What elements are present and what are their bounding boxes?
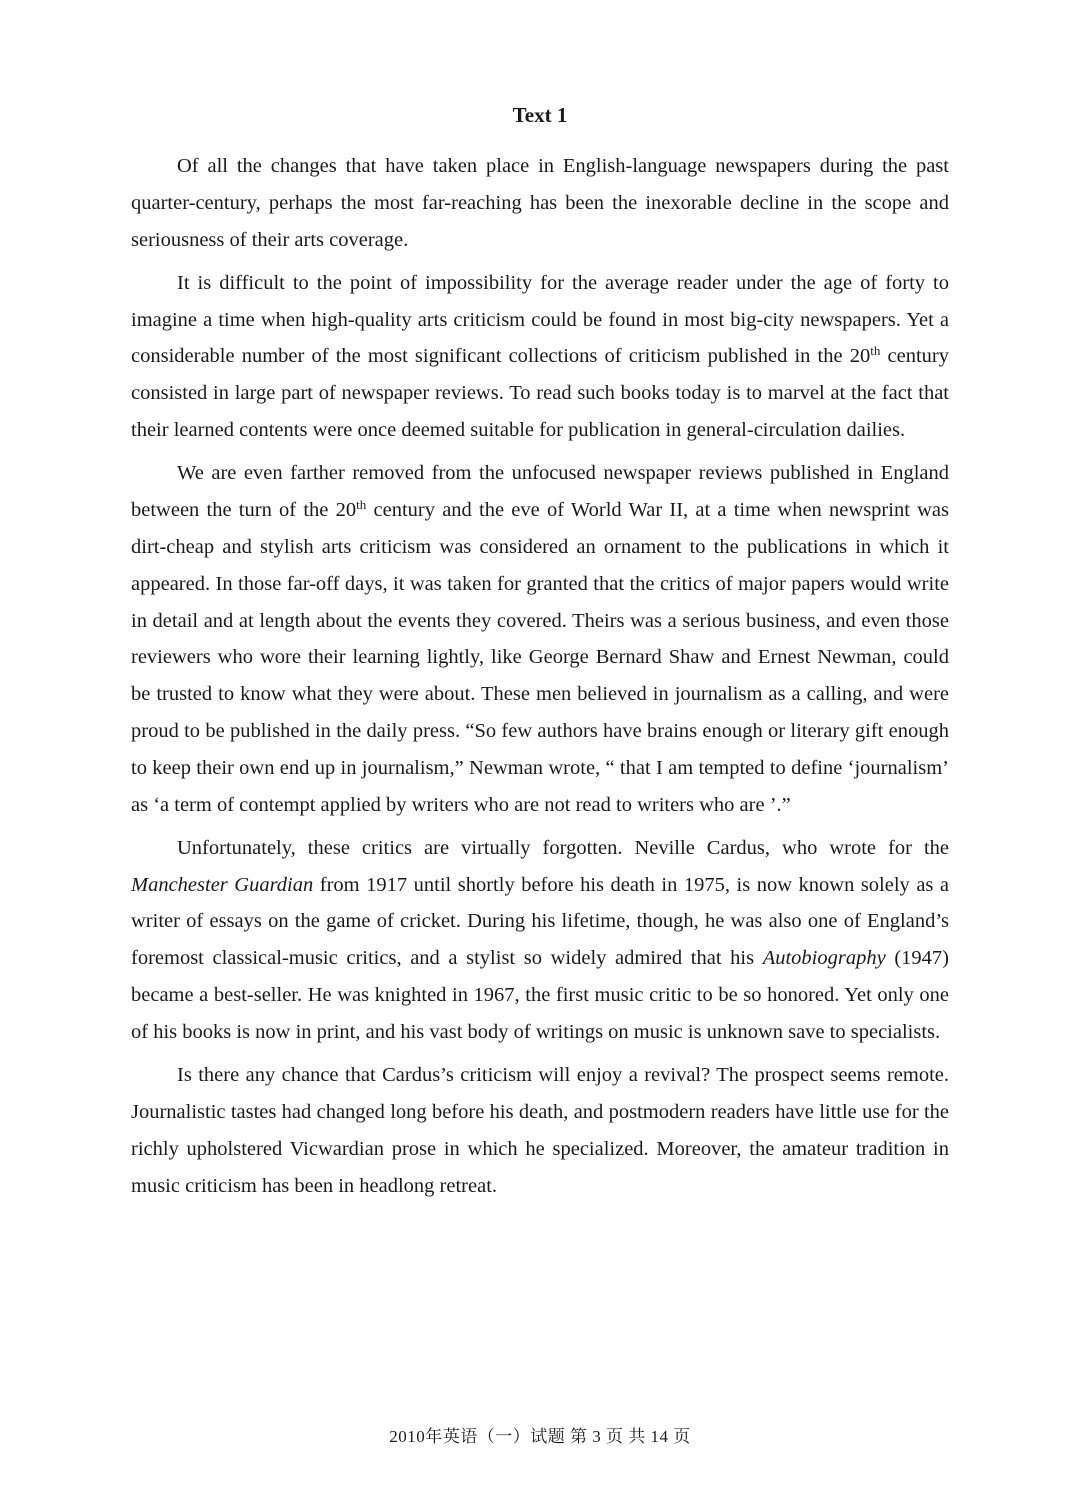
- paragraph-4: [131, 830, 949, 1051]
- book-title: Autobiography: [762, 947, 886, 970]
- paragraph-3-text-a: We are even farther removed from the unfocused newspaper reviews published in England between the turn of the 20: [131, 462, 949, 522]
- paragraph-2: [131, 265, 949, 449]
- paragraph-2-text-a: It is difficult to the point of impossibility for the average reader under the age of forty to imagine a time when high-quality arts criticism could be found in most big-city newspapers. Yet a considerable number of the most significant collections of criticism published in the 20: [131, 271, 949, 368]
- passage-body: [131, 148, 949, 1211]
- ordinal-suffix: th: [870, 343, 881, 359]
- page-footer: 2010年英语（一）试题 第 3 页 共 14 页: [389, 1427, 691, 1446]
- paragraph-4-text-c: (1947) became a best-seller. He was knighted in 1967, the first music critic to be so honored. Yet only one of his books is now in print, and his vast body of writings on music is unknown save to specialists.: [131, 947, 949, 1043]
- paragraph-5: Is there any chance that Cardus’s criticism will enjoy a revival? The prospect seems remote. Journalistic tastes had changed long before his death, and postmodern readers have little use for the richly upholstered Vicwardian prose in which he specialized. Moreover, the amateur tradition in music criticism has been in headlong retreat.: [131, 1064, 949, 1197]
- page-title: Text 1: [512, 103, 568, 127]
- paragraph-3: [131, 455, 949, 823]
- paragraph-3-text-b: century and the eve of World War II, at a time when newsprint was dirt-cheap and stylish arts criticism was considered an ornament to the publications in which it appeared. In those far-off days, it was taken for granted that the critics of major papers would write in detail and at length about the events they covered. Theirs was a serious business, and even those reviewers who wore their learning lightly, like George Bernard Shaw and Ernest Newman, could be trusted to know what they were about. These men believed in journalism as a calling, and were proud to be published in the daily press. “So few authors have brains enough or literary gift enough to keep their own end up in journalism,” Newman wrote, “ that I am tempted to define ‘journalism’ as ‘a term of contempt applied by writers who are not read to writers who are ’.”: [131, 499, 950, 816]
- paragraph-4-text-b: from 1917 until shortly before his death in 1975, is now known solely as a writer of essays on the game of cricket. During his lifetime, though, he was also one of England’s foremost classical-music critics, and a stylist so widely admired that his: [131, 873, 950, 970]
- paragraph-4-text-a: Unfortunately, these critics are virtually forgotten. Neville Cardus, who wrote for the: [177, 836, 949, 859]
- ordinal-suffix: th: [356, 497, 367, 513]
- paragraph-2-text-b: century consisted in large part of newspaper reviews. To read such books today is to marvel at the fact that their learned contents were once deemed suitable for publication in general-circulation dailies.: [131, 345, 949, 442]
- paragraph-1: Of all the changes that have taken place in English-language newspapers during the past quarter-century, perhaps the most far-reaching has been the inexorable decline in the scope and seriousness of their arts coverage.: [131, 155, 949, 251]
- newspaper-title: Manchester Guardian: [131, 873, 314, 896]
